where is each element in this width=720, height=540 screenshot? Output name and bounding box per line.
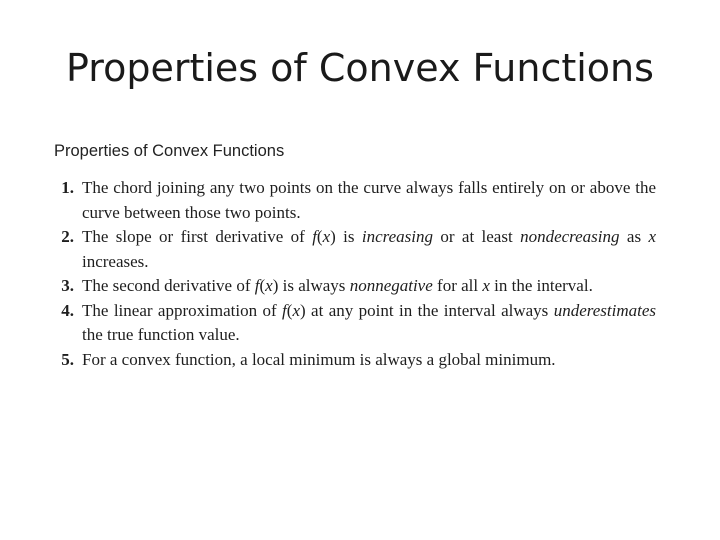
property-text-italic: f [312,227,317,246]
property-text-segment: for all [432,276,483,295]
property-text-segment: The slope or first derivative of [82,227,313,246]
property-text-italic: x [648,227,656,246]
property-text-italic: increasing [361,227,434,246]
property-text [82,299,656,348]
property-text-segment: The linear approximation of [82,300,283,320]
property-text-segment: ) at any point in the interval always [299,300,554,320]
property-text-segment: The second derivative of [82,276,255,295]
property-list [52,176,656,372]
property-text-italic: underestimates [553,300,657,320]
property-text-italic: f [282,300,287,320]
property-text-segment: as [619,227,649,246]
property-item [52,225,656,274]
property-text-italic: nonnegative [349,276,433,295]
property-number: 3. [61,276,74,295]
property-text-segment: increases. [82,251,149,271]
property-text-segment: The chord joining any two points on the curve always falls entirely on or above the curve between those two points. [82,178,656,222]
property-text-segment: ( [259,276,266,295]
property-text-segment: ) is [330,227,362,246]
property-text-segment: the true function value. [82,325,240,344]
property-number: 4. [61,300,74,320]
property-text-italic: x [292,300,300,320]
property-text [82,225,656,274]
property-number: 5. [61,349,74,369]
property-text-segment: ) is always [272,276,350,295]
slide-title: Properties of Convex Functions [66,46,654,90]
property-text-italic: nondecreasing [520,227,620,246]
property-number: 2. [61,227,74,246]
property-text-segment: ( [316,227,323,246]
property-text-italic: x [322,227,331,246]
property-text-italic: x [265,276,273,295]
property-text [82,176,656,225]
property-item [52,348,656,373]
property-text [82,348,656,373]
property-item [52,176,656,225]
property-item [52,299,656,348]
property-text-segment: or at least [433,227,521,246]
property-text-italic: f [254,276,260,295]
property-item [52,274,656,299]
property-text-segment: in the interval. [489,276,593,295]
property-text-segment: For a convex function, a local minimum is always a global minimum. [82,349,556,369]
excerpt-heading: Properties of Convex Functions [54,142,285,160]
property-text-italic: x [482,276,490,295]
property-text-segment: ( [286,300,293,320]
property-number: 1. [61,178,74,197]
property-text [82,274,656,299]
textbook-excerpt [52,138,656,372]
